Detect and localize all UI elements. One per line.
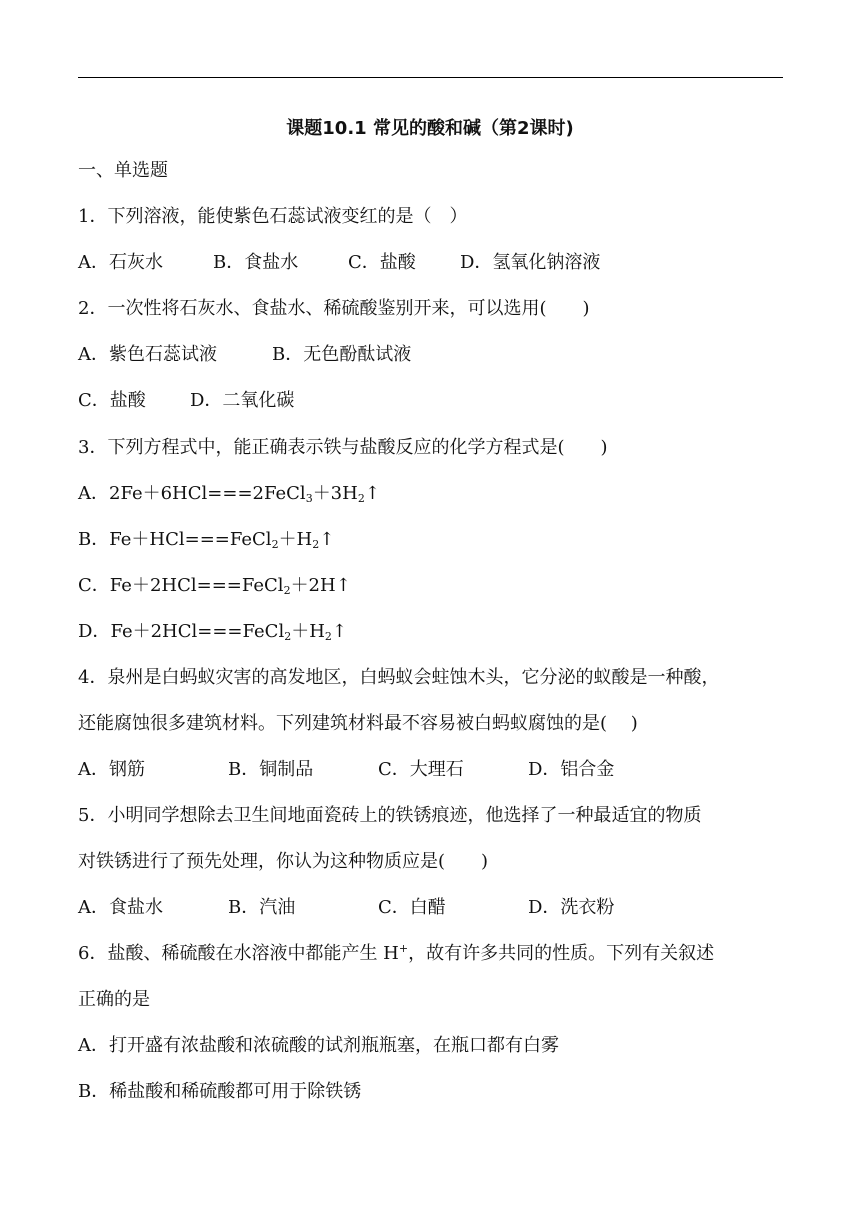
q1-option-d: D．氢氧化钠溶液 [460,252,601,273]
question-5-options [78,896,783,920]
page-title: 课题10.1 常见的酸和碱（第2课时) [286,118,574,139]
q3-option-a: A．$2Fe+6HCl===2FeCl_3+3H_2↑$ [78,483,380,505]
q6-option-b: B．稀盐酸和稀硫酸都可用于除铁锈 [78,1081,362,1102]
question-2-stem: 2．一次性将石灰水、食盐水、稀硫酸鉴别开来，可以选用( ) [78,298,590,319]
q1-option-c: C．盐酸 [348,252,416,273]
q6-option-a: A．打开盛有浓盐酸和浓硫酸的试剂瓶瓶塞，在瓶口都有白雾 [78,1035,559,1056]
question-3-stem: 3．下列方程式中，能正确表示铁与盐酸反应的化学方程式是( ) [78,437,608,458]
q4-option-c: C．大理石 [378,759,464,780]
question-4-stem-line1: 4．泉州是白蚂蚁灾害的高发地区，白蚂蚁会蛀蚀木头，它分泌的蚁酸是一种酸， [78,667,720,688]
section-heading: 一、单选题 [78,160,168,181]
header-rule [78,77,783,78]
q3-option-b: B．$Fe+HCl===FeCl_2+H_2↑$ [78,529,335,551]
question-4-stem-line2: 还能腐蚀很多建筑材料。下列建筑材料最不容易被白蚂蚁腐蚀的是( ) [78,713,638,734]
question-6-stem-line1: 6．盐酸、稀硫酸在水溶液中都能产生 H+，故有许多共同的性质。下列有关叙述 [78,942,715,964]
q4-option-d: D．铝合金 [528,759,615,780]
question-4-options [78,758,783,782]
q4-option-b: B．铜制品 [228,759,314,780]
q4-option-a: A．钢筋 [78,759,145,780]
question-5-stem-line1: 5．小明同学想除去卫生间地面瓷砖上的铁锈痕迹，他选择了一种最适宜的物质 [78,805,702,826]
q3-option-c: C．Fe＋2HCl===FeCl$_2$＋2H↑ [78,575,351,597]
q2-option-c: C．盐酸 [78,390,146,411]
q1-option-b: B．食盐水 [213,252,299,273]
q5-option-c: C．白醋 [378,897,446,918]
question-1-stem: 1．下列溶液，能使紫色石蕊试液变红的是（ ） [78,206,468,227]
q5-option-d: D．洗衣粉 [528,897,615,918]
question-2-options-row2 [78,389,783,413]
question-2-options-row1 [78,343,783,367]
q2-option-d: D．二氧化碳 [190,390,295,411]
question-1-options [78,251,783,275]
question-6-stem-line2: 正确的是 [78,989,150,1010]
q2-option-a: A．紫色石蕊试液 [78,344,217,365]
q3-option-d: D．$Fe+2HCl===FeCl_2+H_2↑$ [78,621,348,643]
q5-option-a: A．食盐水 [78,897,163,918]
q1-option-a: A．石灰水 [78,252,163,273]
question-5-stem-line2: 对铁锈进行了预先处理，你认为这种物质应是( ) [78,851,489,872]
q5-option-b: B．汽油 [228,897,296,918]
q2-option-b: B．无色酚酞试液 [272,344,412,365]
